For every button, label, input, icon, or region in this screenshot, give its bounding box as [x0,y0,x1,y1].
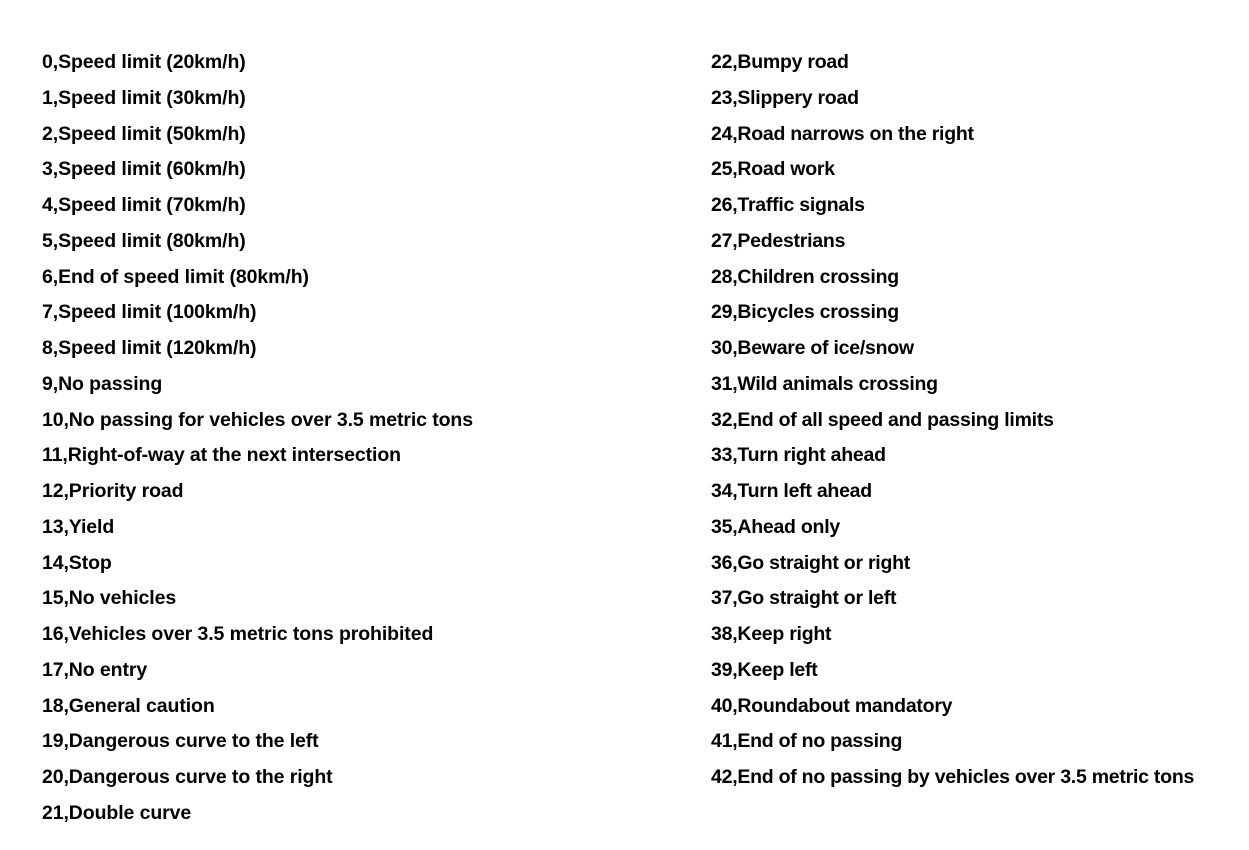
list-item: 26,Traffic signals [711,194,865,216]
list-item: 11,Right-of-way at the next intersection [42,444,401,467]
list-item: 31,Wild animals crossing [711,372,938,395]
right-column-list [711,45,1247,796]
list-item: 39,Keep left [711,658,818,681]
list-item: 3,Speed limit (60km/h) [42,158,246,181]
list-item: 23,Slippery road [711,86,859,109]
list-item: 12,Priority road [42,480,184,502]
list-item: 9,No passing [42,372,163,395]
list-item: 15,No vehicles [42,587,177,610]
list-item: 35,Ahead only [711,515,840,538]
list-item: 8,Speed limit (120km/h) [42,337,257,359]
list-item: 34,Turn left ahead [711,480,872,502]
list-item: 30,Beware of ice/snow [711,337,914,359]
list-item: 22,Bumpy road [711,51,849,73]
list-item: 27,Pedestrians [711,229,846,252]
list-item: 41,End of no passing [711,730,903,753]
list-item: 24,Road narrows on the right [711,122,974,145]
list-item: 0,Speed limit (20km/h) [42,51,246,73]
list-item: 37,Go straight or left [711,587,897,610]
list-item: 32,End of all speed and passing limits [711,408,1054,431]
list-item: 16,Vehicles over 3.5 metric tons prohibited [42,623,434,645]
list-item: 1,Speed limit (30km/h) [42,86,246,109]
list-item: 14,Stop [42,551,112,574]
list-item: 33,Turn right ahead [711,444,886,467]
list-item: 7,Speed limit (100km/h) [42,301,257,324]
list-item: 6,End of speed limit (80km/h) [42,265,309,288]
list-item: 38,Keep right [711,623,832,645]
list-item: 19,Dangerous curve to the left [42,730,319,753]
list-item: 25,Road work [711,158,835,181]
list-item: 36,Go straight or right [711,551,911,574]
list-item: 5,Speed limit (80km/h) [42,229,246,252]
list-item: 28,Children crossing [711,265,899,288]
list-item: 4,Speed limit (70km/h) [42,194,246,216]
list-item: 13,Yield [42,515,115,538]
list-item: 18,General caution [42,694,215,717]
left-column-list [42,45,682,832]
list-item: 40,Roundabout mandatory [711,694,953,717]
list-item: 20,Dangerous curve to the right [42,766,333,788]
list-item: 17,No entry [42,658,148,681]
list-item: 10,No passing for vehicles over 3.5 metric tons [42,408,473,431]
list-item: 29,Bicycles crossing [711,301,899,324]
list-item: 2,Speed limit (50km/h) [42,122,246,145]
list-item: 21,Double curve [42,801,192,824]
list-item: 42,End of no passing by vehicles over 3.5 metric tons [711,766,1195,788]
